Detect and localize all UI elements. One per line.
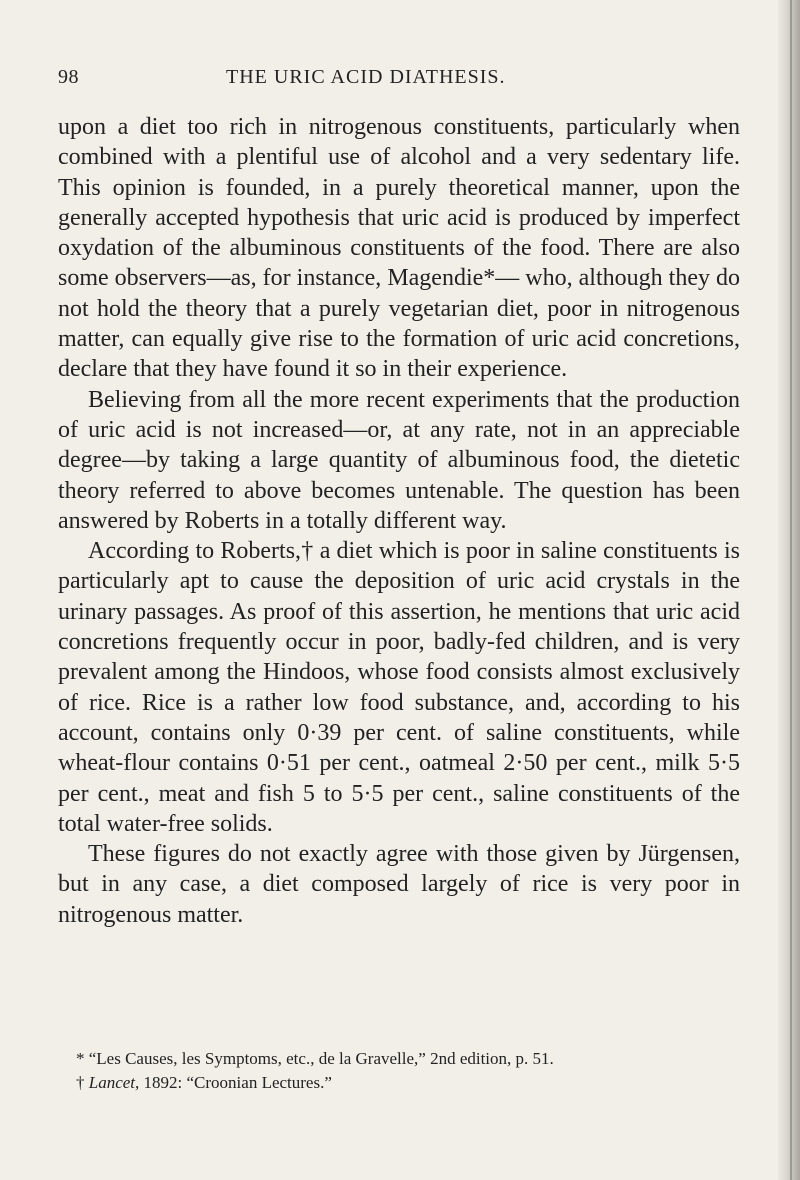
paragraph-3: According to Roberts,† a diet which is poor in saline constituents is particularly apt to cause the deposition of uric acid crystals in the urinary passages. As proof of this assertion, he mentions that uric acid concretions frequently occur in poor, badly-fed children, and is very prevalent among the Hindoos, whose food consists almost exclusively of rice. Rice is a rather low food substance, and, according to his account, contains only 0·39 per cent. of saline constituents, while wheat-flour contains 0·51 per cent., oatmeal 2·50 per cent., milk 5·5 per cent., meat and fish 5 to 5·5 per cent., saline constituents of the total water-free solids. (58, 538, 740, 837)
footnote-2-journal: Lancet (88, 1073, 136, 1092)
binding-line (790, 0, 792, 1180)
paragraph-1: upon a diet too rich in nitrogenous constituents, particularly when combined with a plentiful use of alcohol and a very sedentary life. This opinion is founded, in a purely theoretical manner, upon the generally accepted hypothesis that uric acid is produced by imperfect oxydation of the albuminous constituents of the food. There are also some observers—as, for instance, Magendie*— who, although they do not hold the theory that a purely vegetarian diet, poor in nitrogenous matter, can equally give rise to the formation of uric acid concretions, declare that they have found it so in their experience. (58, 114, 740, 383)
page-edge-shadow (778, 0, 800, 1180)
footnote-2-rest: , 1892: “Croonian Lectures.” (135, 1073, 332, 1092)
body-text (58, 112, 740, 930)
footnotes (76, 1047, 736, 1095)
footnote-2-mark: † (76, 1073, 85, 1092)
paragraph-2: Believing from all the more recent experiments that the production of uric acid is not increased—or, at any rate, not in an appreciable degree—by taking a large quantity of albuminous food, the dietetic theory referred to above becomes untenable. The question has been answered by Roberts in a totally different way. (58, 386, 740, 534)
footnote-2 (76, 1071, 736, 1095)
page-header (58, 66, 758, 96)
page-number: 98 (58, 66, 79, 88)
footnote-1: * “Les Causes, les Symptoms, etc., de la Gravelle,” 2nd edition, p. 51. (76, 1049, 554, 1068)
paragraph-4: These figures do not exactly agree with those given by Jürgensen, but in any case, a diet composed largely of rice is very poor in nitrogenous matter. (58, 841, 740, 928)
running-head: THE URIC ACID DIATHESIS. (226, 66, 506, 88)
